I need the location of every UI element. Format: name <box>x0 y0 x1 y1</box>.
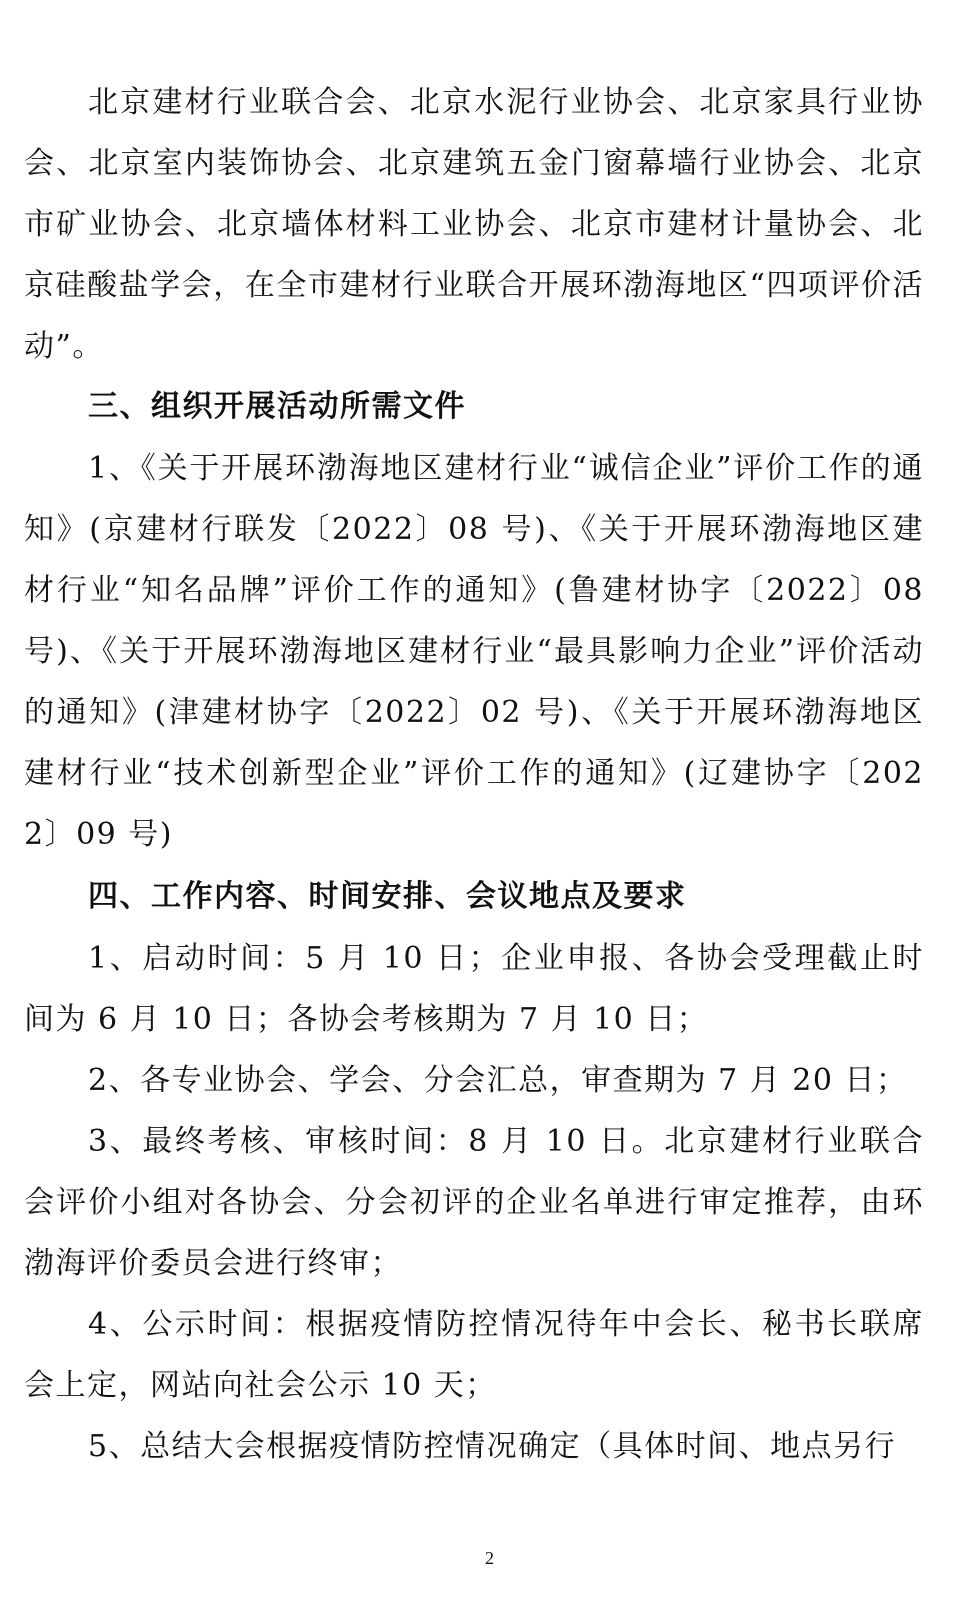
paragraph-final-review: 3、最终考核、审核时间：8 月 10 日。北京建材行业联合会评价小组对各协会、分会初评的企业名单进行审定推荐，由环渤海评价委员会进行终审； <box>24 1124 924 1281</box>
page-number: 2 <box>485 1548 494 1568</box>
section-heading-3: 三、组织开展活动所需文件 <box>88 389 466 424</box>
section-heading-4: 四、工作内容、时间安排、会议地点及要求 <box>88 879 687 914</box>
paragraph-start-time: 1、启动时间：5 月 10 日；企业申报、各协会受理截止时间为 6 月 10 日；各协会考核期为 7 月 10 日； <box>24 941 924 1037</box>
paragraph-organizers: 北京建材行业联合会、北京水泥行业协会、北京家具行业协会、北京室内装饰协会、北京建筑五金门窗幕墙行业协会、北京市矿业协会、北京墙体材料工业协会、北京市建材计量协会、北京硅酸盐学会，在全市建材行业联合开展环渤海地区“四项评价活动”。 <box>24 85 924 364</box>
paragraph-summary-meeting: 5、总结大会根据疫情防控情况确定（具体时间、地点另行 <box>88 1429 897 1464</box>
paragraph-publicity: 4、公示时间：根据疫情防控情况待年中会长、秘书长联席会上定，网站向社会公示 10 天； <box>24 1307 924 1403</box>
paragraph-review-period: 2、各专业协会、学会、分会汇总，审查期为 7 月 20 日； <box>88 1063 908 1098</box>
paragraph-documents: 1、《关于开展环渤海地区建材行业“诚信企业”评价工作的通知》(京建材行联发〔2022〕08 号)、《关于开展环渤海地区建材行业“知名品牌”评价工作的通知》(鲁建材协字〔2022〕08 号)、《关于开展环渤海地区建材行业“最具影响力企业”评价活动的通知》(津建材协字〔2022〕02 号)、《关于开展环渤海地区建材行业“技术创新型企业”评价工作的通知》(辽建协字〔2022〕09 号) <box>24 451 924 852</box>
